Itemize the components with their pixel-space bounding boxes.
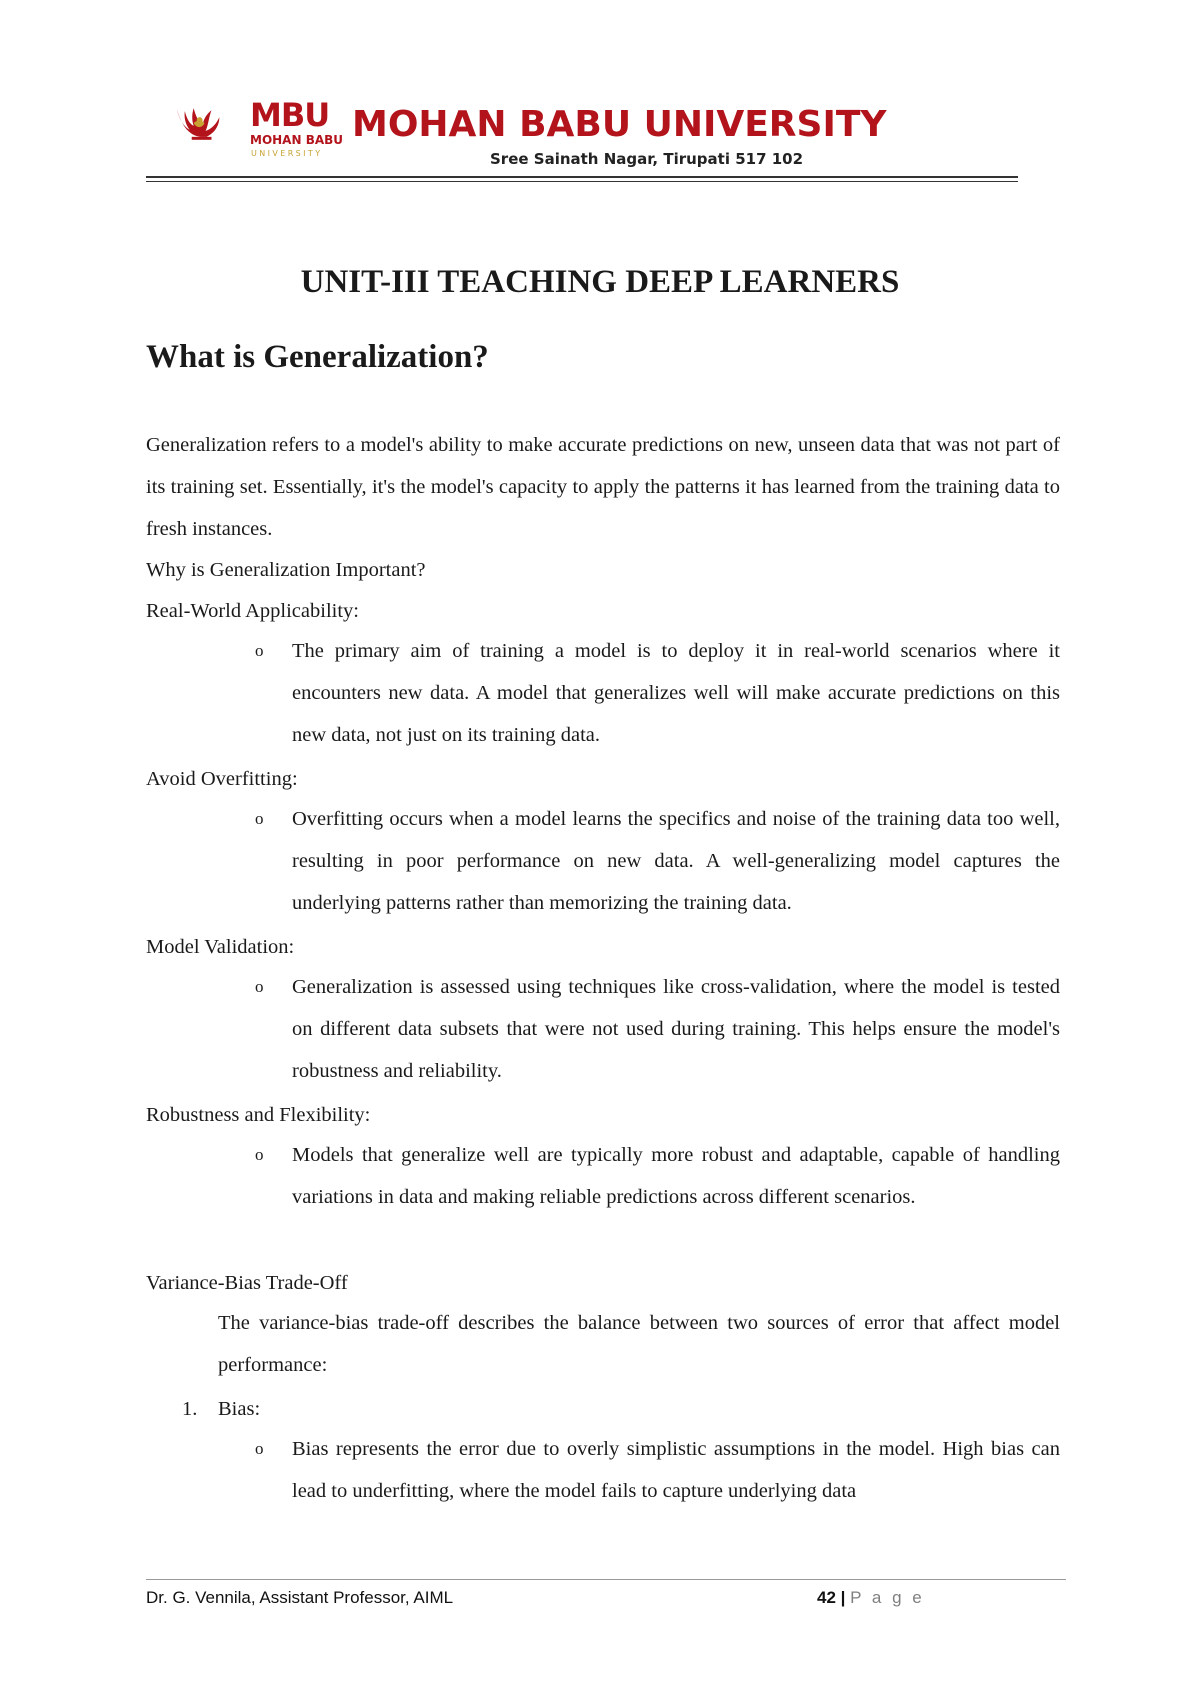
list-item-label: Bias: [218, 1398, 261, 1420]
footer-page-info [817, 1586, 925, 1610]
tradeoff-description: The variance-bias trade-off describes the balance between two sources of error that affect model performance: [218, 1312, 1060, 1376]
list-number: 1. [182, 1398, 198, 1420]
bias-bullet-text: Bias represents the error due to overly simplistic assumptions in the model. High bias can lead to underfitting, where the model fails to capture underlying data [292, 1438, 1060, 1502]
topic-heading: Avoid Overfitting: [146, 768, 298, 790]
topic-bullet-text: Overfitting occurs when a model learns the specifics and noise of the training data too well, resulting in poor performance on new data. A well-generalizing model captures the underlying patterns rather than memorizing the training data. [292, 808, 1060, 914]
university-name: MOHAN BABU UNIVERSITY [352, 104, 887, 145]
logo-university-word: UNIVERSITY [251, 149, 323, 158]
bullet-marker: o [255, 1145, 264, 1164]
footer-divider [146, 1579, 1066, 1580]
page-label: P a g e [850, 1588, 925, 1607]
university-logo-emblem [172, 92, 246, 158]
bullet-marker: o [255, 1439, 264, 1458]
tradeoff-heading: Variance-Bias Trade-Off [146, 1272, 348, 1294]
logo-abbreviation: MBU [250, 96, 330, 134]
footer-author: Dr. G. Vennila, Assistant Professor, AIML [146, 1588, 454, 1607]
bullet-marker: o [255, 809, 264, 828]
topic-heading: Robustness and Flexibility: [146, 1104, 371, 1126]
university-address: Sree Sainath Nagar, Tirupati 517 102 [490, 150, 804, 168]
header-divider [146, 176, 1018, 178]
topic-bullet-text: Models that generalize well are typically more robust and adaptable, capable of handling variations in data and making reliable predictions across different scenarios. [292, 1144, 1060, 1208]
page-separator: | [840, 1588, 846, 1607]
unit-title: UNIT-III TEACHING DEEP LEARNERS [300, 264, 900, 300]
why-heading: Why is Generalization Important? [146, 559, 426, 581]
logo-subtitle: MOHAN BABU [250, 133, 344, 147]
bullet-marker: o [255, 977, 264, 996]
topic-bullet-text: Generalization is assessed using techniques like cross-validation, where the model is tested on different data subsets that were not used during training. This helps ensure the model's robustness and reliability. [292, 976, 1060, 1082]
topic-heading: Real-World Applicability: [146, 600, 359, 622]
topic-heading: Model Validation: [146, 936, 295, 958]
page-number: 42 [817, 1588, 836, 1607]
bullet-marker: o [255, 641, 264, 660]
intro-paragraph: Generalization refers to a model's ability to make accurate predictions on new, unseen data that was not part of its training set. Essentially, it's the model's capacity to apply the patterns it has learned from the training data to fresh instances. [146, 434, 1060, 540]
header-divider-thin [146, 181, 1018, 182]
section-title: What is Generalization? [146, 339, 489, 375]
topic-bullet-text: The primary aim of training a model is to deploy it in real-world scenarios where it encounters new data. A model that generalizes well will make accurate predictions on this new data, not just on its training data. [292, 640, 1060, 746]
